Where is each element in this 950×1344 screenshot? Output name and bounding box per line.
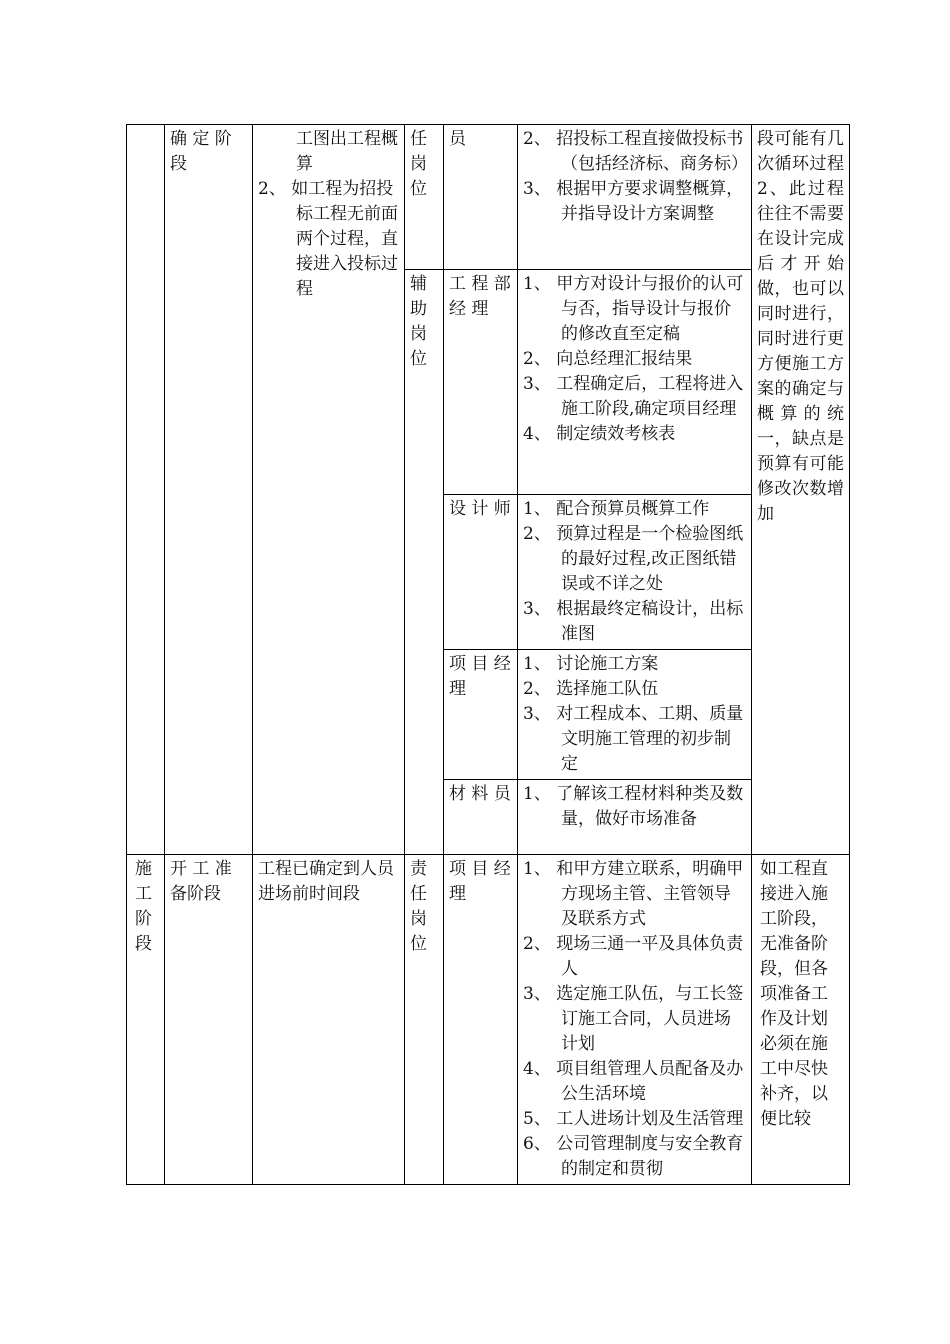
duties-cell — [518, 495, 752, 650]
role-name-cell: 设 计 师 — [444, 495, 518, 650]
list-item: 2、 现场三通一平及具体负责人 — [523, 934, 744, 979]
list-item: 1、 讨论施工方案 — [523, 654, 659, 674]
remark-cell: 段可能有几次循环过程 2、此过程往往不需要在设计完成后才开始做，也可以同时进行，同时进行更方便施工方案的确定与概算的统一，缺点是预算有可能修改次数增加 — [752, 125, 850, 855]
role-name-cell: 工 程 部 经 理 — [444, 270, 518, 495]
description-list — [258, 177, 399, 302]
list-item: 3、 根据最终定稿设计，出标准图 — [523, 599, 744, 644]
list-item: 5、 工人进场计划及生活管理 — [523, 1109, 744, 1129]
list-item: 2、 选择施工队伍 — [523, 679, 659, 699]
role-name-cell: 项 目 经理 — [444, 650, 518, 780]
stage-cell: 施工阶段 — [127, 855, 165, 1185]
description-cell — [253, 125, 405, 855]
list-item: 3、 工程确定后，工程将进入施工阶段,确定项目经理 — [523, 374, 744, 419]
list-item: 2、 预算过程是一个检验图纸的最好过程,改正图纸错误或不详之处 — [523, 524, 744, 594]
list-item: 3、 对工程成本、工期、质量文明施工管理的初步制定 — [523, 704, 744, 774]
duties-cell — [518, 125, 752, 270]
list-item: 1、 和甲方建立联系，明确甲方现场主管、主管领导及联系方式 — [523, 859, 744, 929]
duties-cell — [518, 780, 752, 855]
duties-cell — [518, 270, 752, 495]
table-row — [127, 125, 850, 270]
list-item: 1、 甲方对设计与报价的认可与否，指导设计与报价的修改直至定稿 — [523, 274, 744, 344]
description-line: 2、 如工程为招投标工程无前面两个过程，直接进入投标过程 — [258, 179, 398, 299]
remark-cell: 如工程直接进入施工阶段，无准备阶段，但各项准备工作及计划必须在施工中尽快补齐，以便比较 — [752, 855, 850, 1185]
stage-cell — [127, 125, 165, 855]
list-item: 6、 公司管理制度与安全教育的制定和贯彻 — [523, 1134, 744, 1179]
list-item: 3、 选定施工队伍，与工长签订施工合同，人员进场计划 — [523, 984, 744, 1054]
role-name-cell: 项 目 经理 — [444, 855, 518, 1185]
list-item: 4、 项目组管理人员配备及办公生活环境 — [523, 1059, 744, 1104]
list-item: 1、 配合预算员概算工作 — [523, 499, 710, 519]
duties-cell — [518, 855, 752, 1185]
list-item: 3、 根据甲方要求调整概算，并指导设计方案调整 — [523, 179, 744, 224]
role-name-cell: 员 — [444, 125, 518, 270]
list-item: 2、 向总经理汇报结果 — [523, 349, 693, 369]
post-type-cell: 责任岗位 — [405, 855, 444, 1185]
post-type-cell: 任岗位 — [405, 125, 444, 270]
post-type-cell: 辅助岗位 — [405, 270, 444, 855]
duties-cell — [518, 650, 752, 780]
list-item: 2、 招投标工程直接做投标书（包括经济标、商务标） — [523, 129, 748, 174]
sub-stage-cell: 开 工 准 备阶段 — [165, 855, 253, 1185]
sub-stage-cell: 确 定 阶 段 — [165, 125, 253, 855]
table-row — [127, 855, 850, 1185]
description-line: 工图出工程概算 — [296, 129, 398, 174]
workflow-table — [126, 124, 850, 1185]
description-cell: 工程已确定到人员进场前时间段 — [253, 855, 405, 1185]
list-item: 1、 了解该工程材料种类及数量，做好市场准备 — [523, 784, 744, 829]
list-item: 4、 制定绩效考核表 — [523, 424, 676, 444]
role-name-cell: 材 料 员 — [444, 780, 518, 855]
